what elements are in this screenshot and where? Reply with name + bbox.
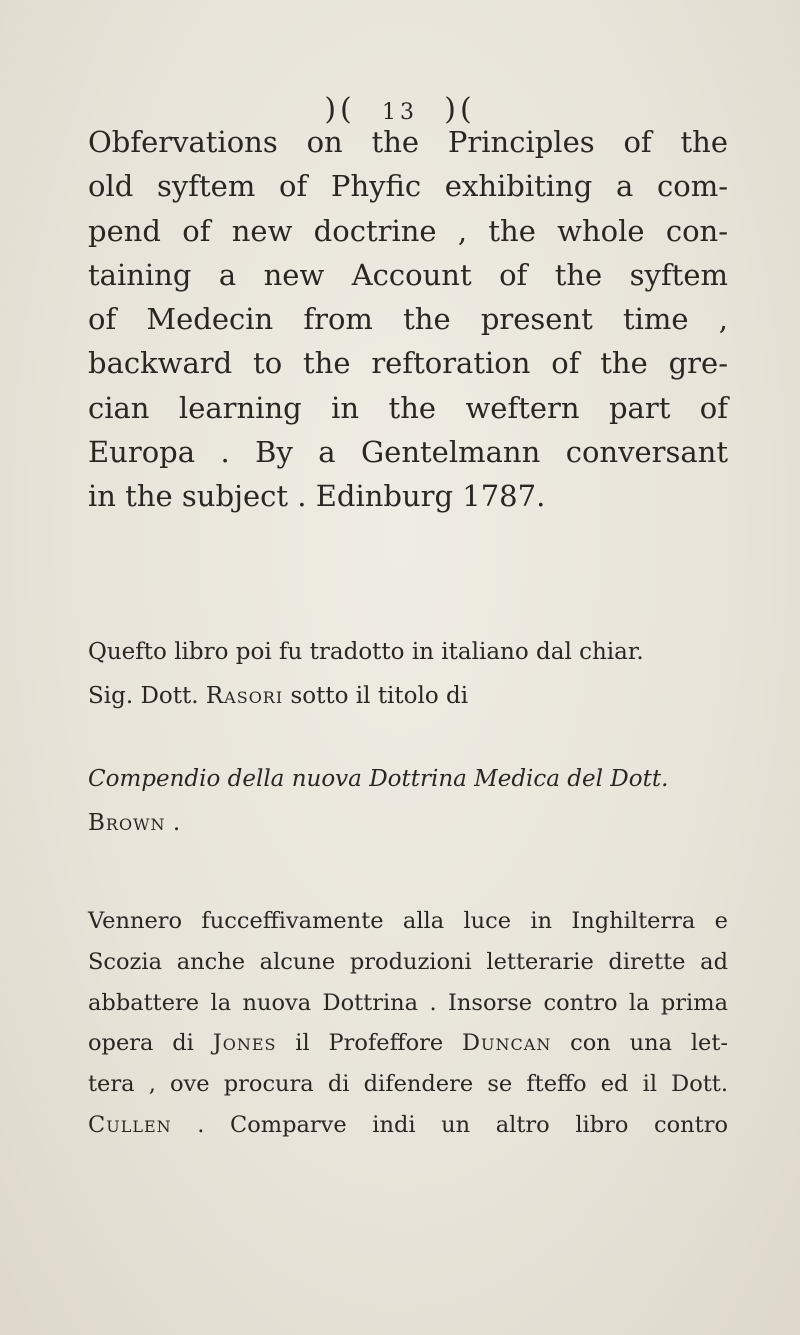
note-suffix: sotto il titolo di xyxy=(283,683,469,709)
body-line: abbattere la nuova Dottrina . Insorse contro la prima xyxy=(88,989,728,1016)
translated-title xyxy=(88,757,728,845)
header-left-mark: )( xyxy=(324,92,356,127)
italic-title-line xyxy=(88,801,728,845)
title-line: old syftem of Phyfic exhibiting a com- xyxy=(88,169,728,204)
title-line: of Medecin from the present time , xyxy=(88,302,728,337)
title-line: taining a new Account of the syftem xyxy=(88,257,728,292)
body-paragraph xyxy=(88,901,728,1146)
body-text: opera di xyxy=(88,1030,213,1057)
title-line: backward to the reftoration of the gre- xyxy=(88,346,728,381)
title-line: in the subject . Edinburg 1787. xyxy=(88,479,546,514)
italic-title-line: Compendio della nuova Dottrina Medica del Dott. xyxy=(88,766,669,792)
translator-name: Rasori xyxy=(205,683,284,709)
body-line: tera , ove procura di difendere se fteffo ed il Dott. xyxy=(88,1071,728,1098)
italic-title-suffix: . xyxy=(165,810,181,836)
person-name-jones: Jones xyxy=(212,1030,277,1057)
title-line: Europa . By a Gentelmann conversant xyxy=(88,435,728,470)
note-prefix: Sig. Dott. xyxy=(88,683,206,709)
title-line: Obfervations on the Principles of the xyxy=(88,125,728,159)
translation-note xyxy=(88,630,728,718)
title-line: pend of new doctrine , the whole con- xyxy=(88,213,728,248)
page-number: 13 xyxy=(382,100,418,125)
person-name-cullen: Cullen xyxy=(88,1111,172,1138)
title-line: cian learning in the weftern part of xyxy=(88,390,728,425)
body-text: . Comparve indi un altro libro contro xyxy=(171,1111,728,1138)
note-line: Quefto libro poi fu tradotto in italiano dal chiar. xyxy=(88,639,644,665)
body-line: Vennero fucceffivamente alla luce in Inghilterra e xyxy=(88,908,728,934)
body-line xyxy=(88,1105,728,1146)
body-text: il Profeffore xyxy=(276,1030,463,1057)
header-right-mark: )( xyxy=(444,92,476,127)
person-name-duncan: Duncan xyxy=(462,1030,552,1057)
body-line xyxy=(88,1023,728,1064)
note-line xyxy=(88,674,728,718)
body-text: con una let- xyxy=(551,1030,728,1057)
author-name: Brown xyxy=(88,810,166,836)
book-title-block xyxy=(88,120,728,519)
body-line: Scozia anche alcune produzioni letterarie dirette ad xyxy=(88,948,728,975)
